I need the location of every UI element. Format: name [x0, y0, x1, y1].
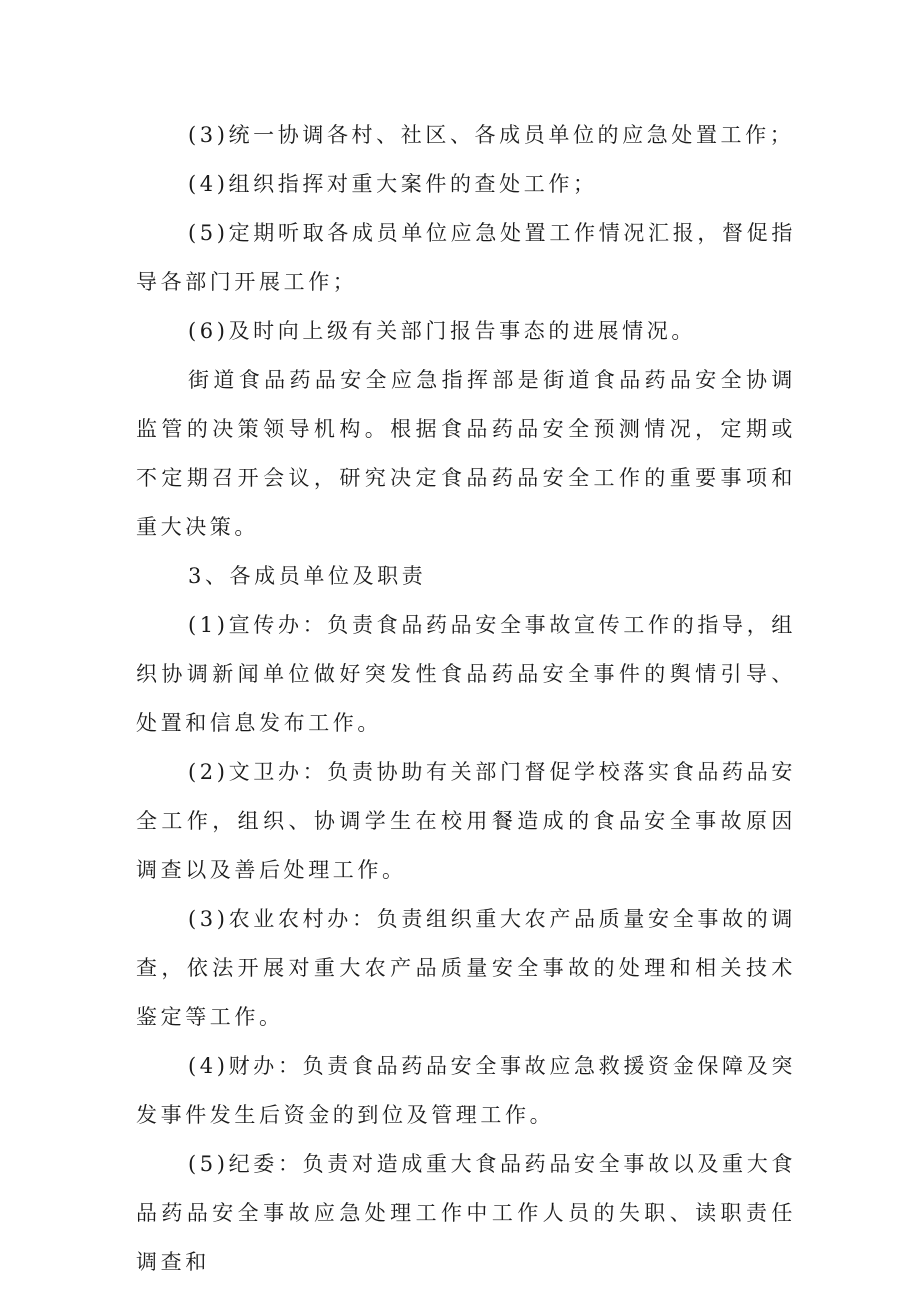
paragraph-duty-4: (4)组织指挥对重大案件的查处工作；: [188, 172, 598, 196]
section-heading-member-units: 3、各成员单位及职责: [188, 564, 427, 588]
paragraph-culture-health-office: (2)文卫办：负责协助有关部门督促学校落实食品药品安全工作，组织、协调学生在校用餐造成的食品安全事故原因调查以及善后处理工作。: [136, 760, 796, 882]
paragraph-duty-6: (6)及时向上级有关部门报告事态的进展情况。: [188, 319, 696, 343]
paragraph-agriculture-office: (3)农业农村办：负责组织重大农产品质量安全事故的调查，依法开展对重大农产品质量安全事故的处理和相关技术鉴定等工作。: [136, 907, 796, 1029]
paragraph-finance-office: (4)财办：负责食品药品安全事故应急救援资金保障及突发事件发生后资金的到位及管理工作。: [136, 1054, 796, 1127]
paragraph-discipline-committee: (5)纪委：负责对造成重大食品药品安全事故以及重大食品药品安全事故应急处理工作中工作人员的失职、读职责任调查和: [136, 1152, 796, 1274]
paragraph-duty-3: (3)统一协调各村、社区、各成员单位的应急处置工作；: [188, 123, 795, 147]
paragraph-command-description: 街道食品药品安全应急指挥部是街道食品药品安全协调监管的决策领导机构。根据食品药品安全预测情况，定期或不定期召开会议，研究决定食品药品安全工作的重要事项和重大决策。: [136, 368, 796, 539]
paragraph-duty-5: (5)定期听取各成员单位应急处置工作情况汇报，督促指导各部门开展工作；: [136, 221, 796, 294]
paragraph-publicity-office: (1)宣传办：负责食品药品安全事故宣传工作的指导，组织协调新闻单位做好突发性食品药品安全事件的舆情引导、处置和信息发布工作。: [136, 613, 796, 735]
document-body: [136, 111, 796, 1287]
